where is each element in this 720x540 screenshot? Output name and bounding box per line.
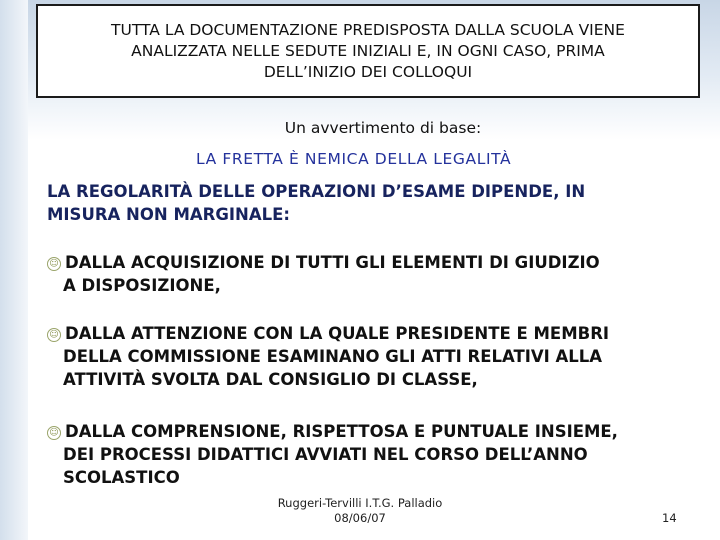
- footer: [262, 496, 458, 526]
- lead-line-1: LA REGOLARITÀ DELLE OPERAZIONI D’ESAME DIPENDE, IN: [47, 182, 586, 201]
- smiley-bullet-icon: ☺: [47, 257, 61, 271]
- title-line-3: DELL’INIZIO DEI COLLOQUI: [263, 62, 473, 81]
- bullet-3-line-1: DALLA COMPRENSIONE, RISPETTOSA E PUNTUALE INSIEME,: [65, 422, 618, 441]
- title-box: [36, 4, 700, 98]
- bullet-item-2: [47, 322, 609, 391]
- bullet-1-line-2: A DISPOSIZIONE,: [63, 276, 221, 295]
- subtitle: Un avvertimento di base:: [284, 119, 482, 137]
- footer-date: 08/06/07: [334, 511, 386, 525]
- bullet-2-line-1: DALLA ATTENZIONE CON LA QUALE PRESIDENTE E MEMBRI: [65, 324, 610, 343]
- bullet-item-3: [47, 420, 618, 489]
- lead-paragraph: [47, 180, 707, 226]
- slide-title: [101, 20, 635, 83]
- warning-text: LA FRETTA È NEMICA DELLA LEGALITÀ: [196, 150, 512, 168]
- smiley-bullet-icon: ☺: [47, 426, 61, 440]
- bullet-2-line-2: DELLA COMMISSIONE ESAMINANO GLI ATTI RELATIVI ALLA: [63, 347, 603, 366]
- lead-line-2: MISURA NON MARGINALE:: [47, 205, 290, 224]
- bullet-1-line-1: DALLA ACQUISIZIONE DI TUTTI GLI ELEMENTI DI GIUDIZIO: [65, 253, 600, 272]
- page-number: 14: [662, 511, 677, 525]
- smiley-bullet-icon: ☺: [47, 328, 61, 342]
- bullet-3-line-3: SCOLASTICO: [63, 468, 180, 487]
- title-line-2: ANALIZZATA NELLE SEDUTE INIZIALI E, IN OGNI CASO, PRIMA: [131, 41, 605, 60]
- title-line-1: TUTTA LA DOCUMENTAZIONE PREDISPOSTA DALLA SCUOLA VIENE: [111, 20, 625, 39]
- footer-author: Ruggeri-Tervilli I.T.G. Palladio: [277, 496, 443, 510]
- bullet-item-1: [47, 251, 600, 297]
- bullet-3-line-2: DEI PROCESSI DIDATTICI AVVIATI NEL CORSO DELL’ANNO: [63, 445, 588, 464]
- background-gradient-left: [0, 0, 28, 540]
- bullet-2-line-3: ATTIVITÀ SVOLTA DAL CONSIGLIO DI CLASSE,: [63, 370, 478, 389]
